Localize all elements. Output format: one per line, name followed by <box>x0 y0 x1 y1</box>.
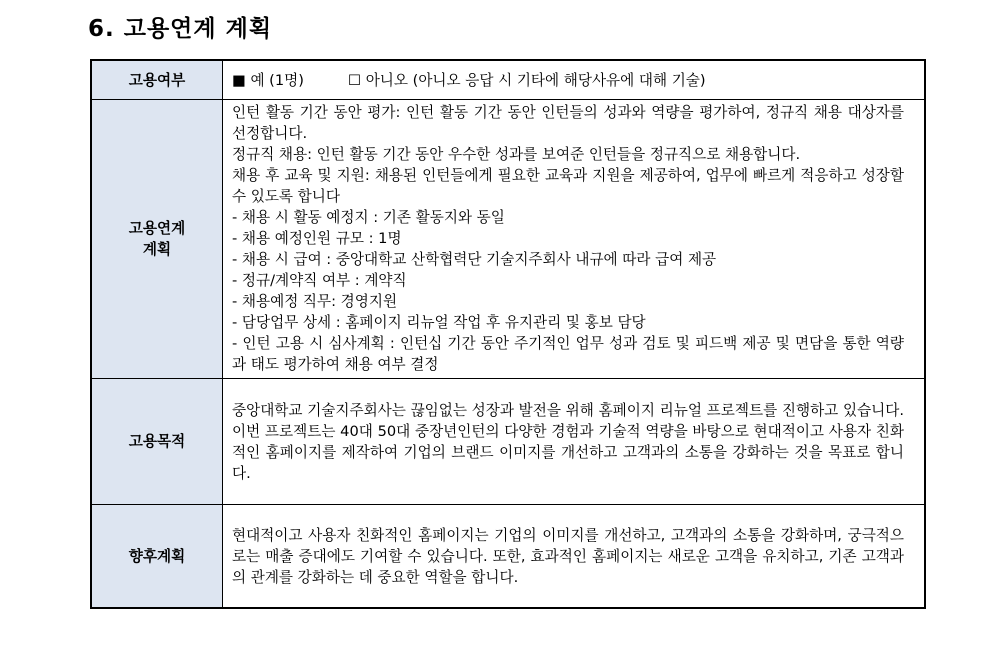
label-line: 고용연계 <box>128 220 186 237</box>
plan-paragraph: 인턴 활동 기간 동안 평가: 인턴 활동 기간 동안 인턴들의 성과와 역량을 평가하여, 정규직 채용 대상자를 선정합니다. <box>232 104 904 142</box>
plan-list-item: - 채용 예정인원 규모 : 1명 <box>232 230 402 247</box>
plan-list-item: - 인턴 고용 시 심사계획 : 인턴십 기간 동안 주기적인 업무 성과 검토 및 피드백 제공 및 면담을 통한 역량과 태도 평가하여 채용 여부 결정 <box>232 335 904 373</box>
future-plan-row <box>91 505 925 609</box>
employment-plan-table <box>90 59 926 609</box>
employment-plan-row <box>91 100 925 379</box>
plan-paragraph: 정규직 채용: 인턴 활동 기간 동안 우수한 성과를 보여준 인턴들을 정규직으로 채용합니다. <box>232 146 801 163</box>
plan-list-item: - 채용 시 급여 : 중앙대학교 산학협력단 기술지주회사 내규에 따라 급여 제공 <box>232 251 717 268</box>
plan-list-item: - 채용예정 직무: 경영지원 <box>232 293 398 310</box>
employment-purpose-text: 중앙대학교 기술지주회사는 끊임없는 성장과 발전을 위해 홈페이지 리뉴얼 프로젝트를 진행하고 있습니다. 이번 프로젝트는 40대 50대 중장년인턴의 다양한 경험과 기술적 역량을 바탕으로 현대적이고 사용자 친화적인 홈페이지를 제작하여 기업의 브랜드 이미지를 개선하고 고객과의 소통을 강화하는 것을 목표로 합니다. <box>223 379 926 505</box>
employment-plan-cell <box>223 100 926 379</box>
label-line: 계획 <box>142 241 172 258</box>
plan-list-item: - 채용 시 활동 예정지 : 기존 활동지와 동일 <box>232 209 505 226</box>
future-plan-text: 현대적이고 사용자 친화적인 홈페이지는 기업의 이미지를 개선하고, 고객과의 소통을 강화하며, 궁극적으로는 매출 증대에도 기여할 수 있습니다. 또한, 효과적인 홈페이지는 새로운 고객을 유치하고, 기존 고객과의 관계를 강화하는 데 중요한 역할을 합니다. <box>223 505 926 609</box>
employment-status-row <box>91 60 925 100</box>
filled-square-icon[interactable]: ■ <box>232 71 246 89</box>
employment-plan-label <box>91 100 223 379</box>
section-heading: 6. 고용연계 계획 <box>88 16 273 42</box>
employment-purpose-row <box>91 379 925 505</box>
employment-status-cell <box>223 60 926 100</box>
employment-purpose-label: 고용목적 <box>91 379 223 505</box>
empty-square-icon[interactable]: ☐ <box>347 71 362 89</box>
employment-status-label: 고용여부 <box>91 60 223 100</box>
option-yes-text: 예 (1명) <box>250 71 304 89</box>
plan-list-item: - 담당업무 상세 : 홈페이지 리뉴얼 작업 후 유지관리 및 홍보 담당 <box>232 314 646 331</box>
plan-list-item: - 정규/계약직 여부 : 계약직 <box>232 272 407 289</box>
future-plan-label: 향후계획 <box>91 505 223 609</box>
option-no-text: 아니오 (아니오 응답 시 기타에 해당사유에 대해 기술) <box>365 71 706 89</box>
plan-paragraph: 채용 후 교육 및 지원: 채용된 인턴들에게 필요한 교육과 지원을 제공하여, 업무에 빠르게 적응하고 성장할 수 있도록 합니다 <box>232 167 904 205</box>
